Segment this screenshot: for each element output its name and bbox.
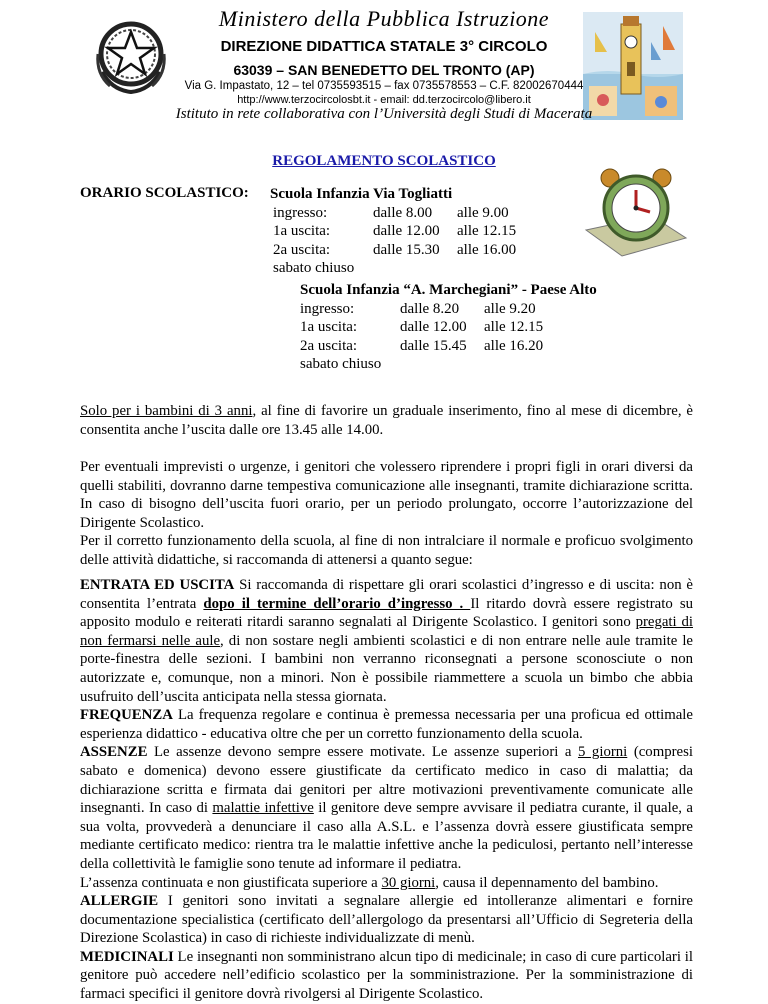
closed-note: sabato chiuso <box>273 260 355 276</box>
schedule-row: 1a uscita: dalle 12.00 alle 12.15 <box>300 319 544 335</box>
paragraph-3-years: Solo per i bambini di 3 anni, al fine di favorire un graduale inserimento, fino al mese di dicembre, è consentita anche l’uscita dalle ore 13.45 alle 14.00. <box>80 403 694 438</box>
schedule-row: 2a uscita: dalle 15.45 alle 16.20 <box>300 337 544 354</box>
schedule-school-2 <box>300 281 597 374</box>
paragraph-intro-rules: Per il corretto funzionamento della scuola, al fine di non intralciare il normale e proficuo svolgimento delle attività didattiche, si raccomanda di attenersi a quanto segue: <box>80 533 693 568</box>
rule-medicinali: MEDICINALI Le insegnanti non somministrano alcun tipo di medicinale; in caso di cure particolari il genitore può accedere nell’edificio scolastico per la somministrazione. Per la somministrazione di farmaci specifici il genitore dovrà rivolgersi al Dirigente Scolastico. <box>80 948 693 1003</box>
school-1-name: Scuola Infanzia Via Togliatti <box>270 186 453 202</box>
rule-entrata: ENTRATA ED USCITA Si raccomanda di rispettare gli orari scolastici d’ingresso e di uscita: non è consentita l’entrata dopo il termine dell’orario d’ingresso . Il ritardo dovrà essere registrato su apposito modulo e reiterati ritardi saranno segnalati al Dirigente Scolastico. I genitori sono pregati di non fermarsi nelle aule, di non sostare negli ambienti scolastici e di non entrare nelle aule tramite le porte-finestra delle sezioni. I bambini non verranno riconsegnati a persone sconosciute o non autorizzate e, comunque, non a minori. Non è possibile riammettere a scuola un bimbo che abbia usufruito dell’uscita anticipata nella stessa giornata. <box>80 577 694 705</box>
schedule-row: ingresso: dalle 8.20 alle 9.20 <box>300 300 536 317</box>
schedule-row: ingresso: dalle 8.00 alle 9.00 <box>273 204 509 221</box>
rule-frequenza: FREQUENZA La frequenza regolare e continua è premessa necessaria per una proficua ed ottimale esperienza didattico - educativa oltre che per un corretto funzionamento della scuola. <box>80 707 693 742</box>
schedule-label: ORARIO SCOLASTICO: <box>80 185 249 201</box>
rule-allergie: ALLERGIE I genitori sono invitati a segnalare allergie ed intolleranze alimentari e fornire documentazione specialistica (certificato dell’allergologo da presentarsi all’Ufficio di Segreteria della Direzione Scolastica) in caso di richieste individualizzate di menù. <box>80 893 693 947</box>
school-name: DIREZIONE DIDATTICA STATALE 3° CIRCOLO <box>220 38 548 55</box>
ministry-heading: Ministero della Pubblica Istruzione <box>218 6 550 31</box>
schedule-row: 1a uscita: dalle 12.00 alle 12.15 <box>273 223 517 239</box>
alarm-clock-illustration <box>582 160 690 260</box>
network-line: Istituto in rete collaborativa con l’Università degli Studi di Macerata <box>175 106 593 122</box>
rules-section <box>80 576 693 1004</box>
paragraph-urgencies: Per eventuali imprevisti o urgenze, i genitori che volessero riprendere i propri figli in orari diversi da quelli stabiliti, dovranno darne tempestiva comunicazione alle insegnanti, tramite dichiarazione scritta. In caso di bisogno dell’uscita fuori orario, per un periodo prolungato, occorre l’autorizzazione del Dirigente Scolastico. <box>80 459 693 531</box>
school-address: Via G. Impastato, 12 – tel 0735593515 – fax 0735578553 – C.F. 82002670444 <box>184 80 584 92</box>
page-title: REGOLAMENTO SCOLASTICO <box>272 153 496 169</box>
school-web: http://www.terzocircolosbt.it - email: dd.terzocircolo@libero.it <box>237 94 531 106</box>
closed-note: sabato chiuso <box>300 356 382 372</box>
schedule-row: 2a uscita: dalle 15.30 alle 16.00 <box>273 241 517 258</box>
school-city: 63039 – SAN BENEDETTO DEL TRONTO (AP) <box>233 62 535 78</box>
rule-assenze-30: L’assenza continuata e non giustificata superiore a 30 giorni, causa il depennamento del bambino. <box>80 874 659 891</box>
schedule-school-1 <box>270 185 516 278</box>
rule-assenze: ASSENZE Le assenze devono sempre essere motivate. Le assenze superiori a 5 giorni (compresi sabato e domenica) devono essere giustificate da certificato medico in caso di malattia; da dichiarazione scritta e firmata dai genitori per altre motivazioni preventivamente comunicate alle insegnanti. In caso di malattie infettive il genitore deve sempre avvisare il pediatra curante, il quale, a sua volta, provvederà a denunciare il caso alla A.S.L. e l’assenza dovrà essere giustificata sempre mediante certificato medico: rientra tra le malattie infettive anche la pediculosi, pertanto nell’interesse della collettività le famiglie sono tenute ad informare il pediatra. <box>80 744 693 872</box>
school-2-name: Scuola Infanzia “A. Marchegiani” - Paese Alto <box>300 282 597 298</box>
